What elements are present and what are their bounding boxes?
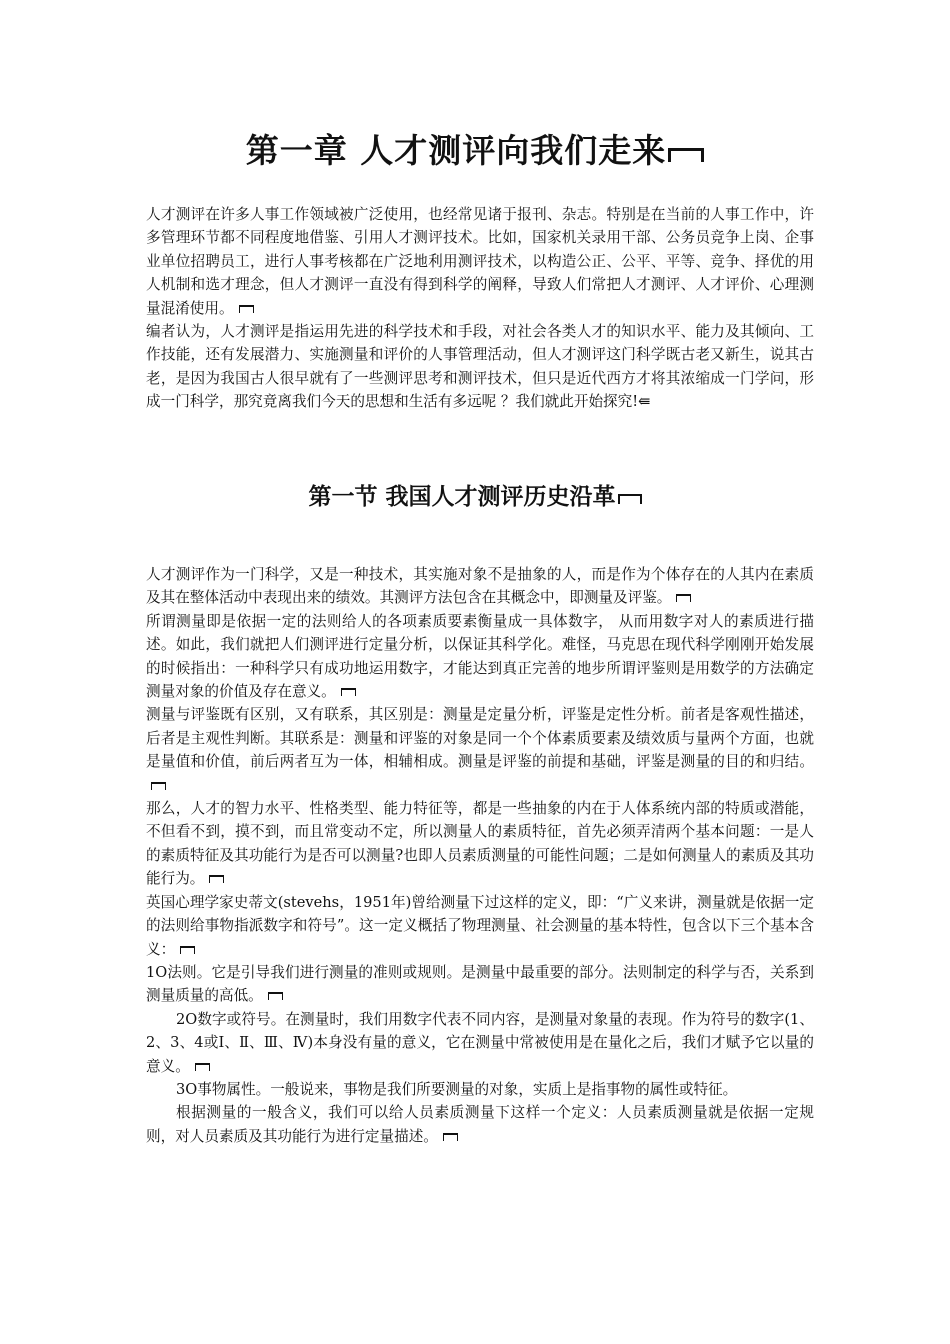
- paragraph-mark-icon: [341, 688, 356, 696]
- paragraph-mark-icon: [668, 148, 704, 162]
- body-paragraph: 测量与评鉴既有区别，又有联系，其区别是：测量是定量分析，评鉴是定性分析。前者是客观性描述，后者是主观性判断。其联系是：测量和评鉴的对象是同一个个体素质要素及绩效质与量两个方面，也就是量值和价值，前后两者互为一体，相辅相成。测量是评鉴的前提和基础，评鉴是测量的目的和归结。: [146, 703, 814, 797]
- list-item-rule: 1О法则。它是引导我们进行测量的准则或规则。是测量中最重要的部分。法则制定的科学与否，关系到测量质量的高低。: [146, 963, 814, 1005]
- intro-block: [146, 203, 814, 414]
- chapter-title-text: 第一章 人才测评向我们走来: [245, 131, 667, 170]
- chapter-title: [0, 128, 950, 174]
- body-paragraph: 所谓测量即是依据一定的法则给人的各项素质要素衡量成一具体数字， 从而用数字对人的素质进行描述。如此，我们就把人们测评进行定量分析，以保证其科学化。难怪，马克思在现代科学刚刚开始发展的时候指出：一种科学只有成功地运用数字，才能达到真正完善的地步所谓评鉴则是用数学的方法确定测量对象的价值及存在意义。: [146, 612, 814, 701]
- body-paragraph: 那么，人才的智力水平、性格类型、能力特征等，都是一些抽象的内在于人体系统内部的特质或潜能，不但看不到，摸不到，而且常变动不定，所以测量人的素质特征，首先必须弄清两个基本问题：一是人的素质特征及其功能行为是否可以测量?也即人员素质测量的可能性问题；二是如何测量人的素质及其功能行为。: [146, 800, 814, 888]
- paragraph-mark-icon: [151, 782, 166, 790]
- section-title-text: 第一节 我国人才测评历史沿革: [308, 484, 616, 510]
- paragraph-mark-icon: [676, 594, 691, 602]
- section-body: [146, 563, 814, 1148]
- paragraph-mark-icon: [443, 1133, 458, 1141]
- paragraph-mark-icon: [618, 494, 642, 504]
- section-title: [0, 480, 950, 514]
- list-item-number: 2О数字或符号。在测量时，我们用数字代表不同内容，是测量对象量的表现。作为符号的数字(1、2、3、4或Ⅰ、Ⅱ、Ⅲ、Ⅳ)本身没有量的意义，它在测量中常被使用是在量化之后，我们才赋予它以量的意义。: [146, 1010, 814, 1075]
- intro-paragraph: 人才测评在许多人事工作领域被广泛使用，也经常见诸于报刊、杂志。特别是在当前的人事工作中，许多管理环节都不同程度地借鉴、引用人才测评技术。比如，国家机关录用干部、公务员竞争上岗、企事业单位招聘员工，进行人事考核都在广泛地利用测评技术，以构造公正、公平、平等、竞争、择优的用人机制和选才理念，但人才测评一直没有得到科学的阐释，导致人们常把人才测评、人才评价、心理测量混淆使用。: [146, 206, 814, 317]
- list-item-attribute: 3О事物属性。一般说来，事物是我们所要测量的对象，实质上是指事物的属性或特征。: [176, 1080, 738, 1098]
- paragraph-mark-icon: [209, 875, 224, 883]
- body-paragraph: 英国心理学家史蒂文(stevehs，1951年)曾给测量下过这样的定义，即：“广义来讲，测量就是依据一定的法则给事物指派数字和符号”。这一定义概括了物理测量、社会测量的基本特性，包含以下三个基本含义：: [146, 893, 814, 958]
- paragraph-mark-icon: [195, 1063, 210, 1071]
- paragraph-mark-icon: [268, 992, 283, 1000]
- paragraph-mark-icon: [180, 946, 195, 954]
- body-paragraph: 人才测评作为一门科学，又是一种技术，其实施对象不是抽象的人，而是作为个体存在的人其内在素质及其在整体活动中表现出来的绩效。其测评方法包含在其概念中，即测量及评鉴。: [146, 566, 814, 607]
- intro-paragraph: 编者认为，人才测评是指运用先进的科学技术和手段，对社会各类人才的知识水平、能力及其倾向、工作技能，还有发展潜力、实施测量和评价的人事管理活动，但人才测评这门科学既古老又新生，说其古老，是因为我国古人很早就有了一些测评思考和测评技术，但只是近代西方才将其浓缩成一门学问，形成一门科学，那究竟离我们今天的思想和生活有多远呢 ？我们就此开始探究!⇚: [146, 323, 814, 411]
- body-paragraph: 根据测量的一般含义，我们可以给人员素质测量下这样一个定义：人员素质测量就是依据一定规则，对人员素质及其功能行为进行定量描述。: [146, 1104, 814, 1145]
- paragraph-mark-icon: [239, 305, 254, 313]
